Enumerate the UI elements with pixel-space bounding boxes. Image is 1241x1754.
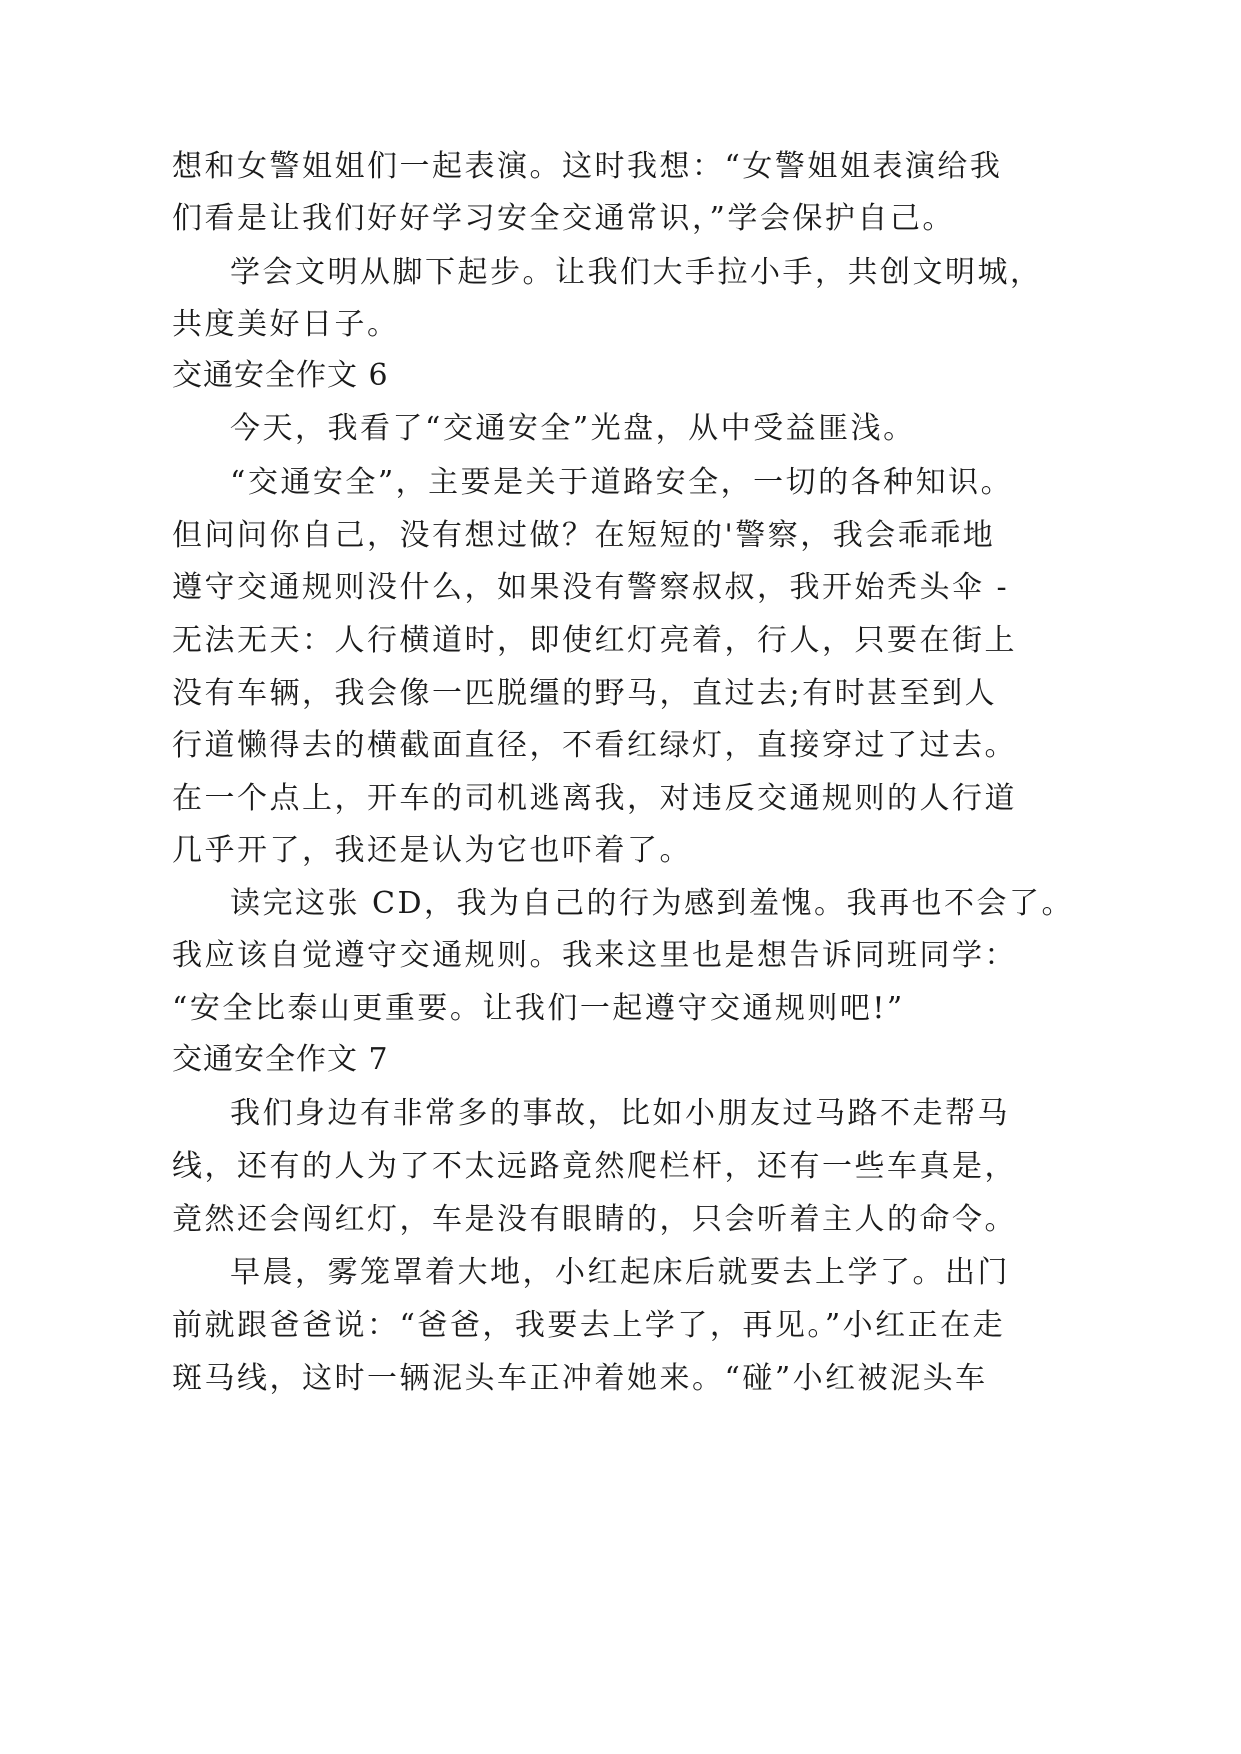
text-line: “安全比泰山更重要。让我们一起遵守交通规则吧!” [172, 991, 905, 1026]
text-line: 今天，我看了“交通安全”光盘，从中受益匪浅。 [230, 411, 916, 446]
text-line: 无法无天：人行横道时，即使红灯亮着，行人，只要在街上 [172, 623, 1017, 658]
section-heading: 交通安全作文 6 [172, 358, 389, 393]
text-line: 在一个点上，开车的司机逃离我，对违反交通规则的人行道 [172, 781, 1017, 816]
text-line: 竟然还会闯红灯，车是没有眼睛的，只会听着主人的命令。 [172, 1202, 1017, 1237]
text-line: 但问问你自己，没有想过做？在短短的'警察，我会乖乖地 [172, 518, 996, 553]
text-line: 我们身边有非常多的事故，比如小朋友过马路不走帮马 [230, 1096, 1010, 1131]
text-line: 线，还有的人为了不太远路竟然爬栏杆，还有一些车真是， [172, 1149, 1017, 1184]
text-line: 早晨，雾笼罩着大地，小红起床后就要去上学了。出门 [230, 1255, 1010, 1290]
text-line: 没有车辆，我会像一匹脱缰的野马，直过去;有时甚至到人 [172, 676, 998, 711]
text-line: 学会文明从脚下起步。让我们大手拉小手，共创文明城， [230, 255, 1043, 290]
text-line: 几乎开了，我还是认为它也吓着了。 [172, 833, 692, 868]
text-line: 想和女警姐姐们一起表演。这时我想：“女警姐姐表演给我 [172, 149, 1003, 184]
text-line: 读完这张 CD，我为自己的行为感到羞愧。我再也不会了。 [230, 886, 1075, 921]
text-line: 们看是让我们好好学习安全交通常识，”学会保护自己。 [172, 201, 955, 236]
text-line: 行道懒得去的横截面直径，不看红绿灯，直接穿过了过去。 [172, 728, 1017, 763]
text-line: 前就跟爸爸说：“爸爸，我要去上学了，再见。”小红正在走 [172, 1308, 1006, 1343]
text-line: 斑马线，这时一辆泥头车正冲着她来。“碰”小红被泥头车 [172, 1361, 988, 1396]
text-line: 共度美好日子。 [172, 307, 400, 342]
text-line: 我应该自觉遵守交通规则。我来这里也是想告诉同班同学： [172, 938, 1017, 973]
section-heading: 交通安全作文 7 [172, 1042, 389, 1077]
text-line: “交通安全”，主要是关于道路安全，一切的各种知识。 [230, 465, 1014, 500]
text-line: 遵守交通规则没什么，如果没有警察叔叔，我开始秃头伞 - [172, 570, 1010, 605]
